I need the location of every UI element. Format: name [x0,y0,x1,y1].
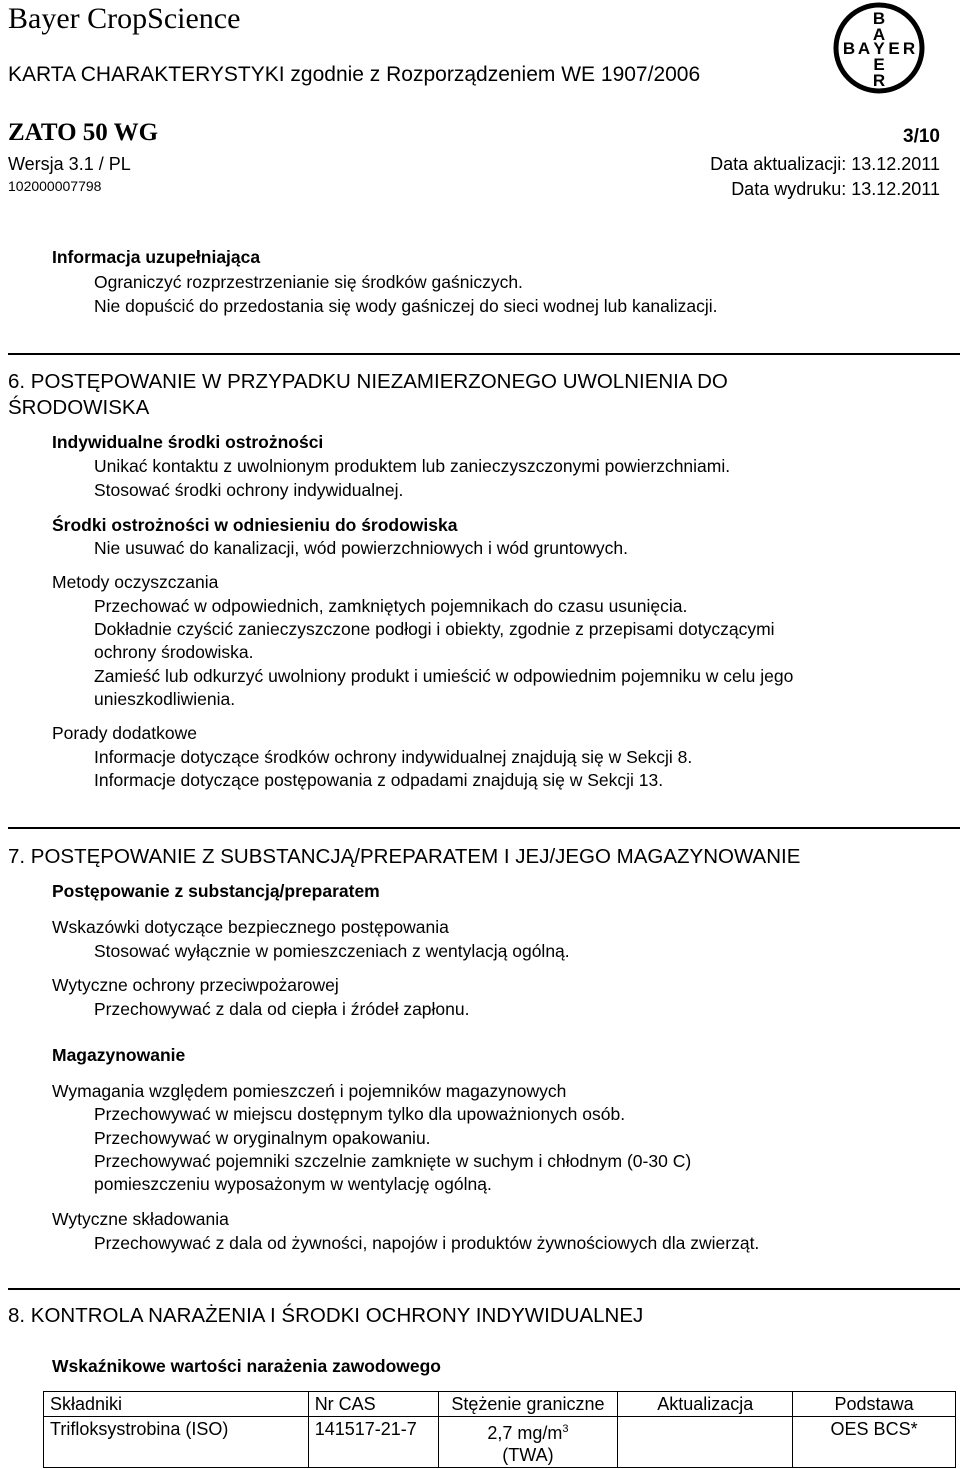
column-header: Składniki [44,1392,309,1417]
section-divider [8,1288,960,1290]
update-date: Data aktualizacji: 13.12.2011 [710,154,940,174]
update-cell [618,1417,793,1468]
storage-guidelines-subheading: Wytyczne składowania [52,1209,229,1229]
company-name: Bayer CropScience [8,2,241,35]
logo-row-letter-r: R [902,39,916,58]
cleanup-line: Przechować w odpowiednich, zamkniętych pojemnikach do czasu usunięcia. [94,596,688,616]
column-header: Nr CAS [308,1392,438,1417]
advice-heading: Porady dodatkowe [52,723,197,743]
limit-cell [438,1417,618,1468]
exposure-limits-heading: Wskaźnikowe wartości narażenia zawodowego [52,1356,441,1376]
environment-heading: Środki ostrożności w odniesieniu do środowiska [52,515,458,535]
logo-letter-e: E [873,55,885,74]
advice-line: Informacje dotyczące postępowania z odpadami znajdują się w Sekcji 13. [94,770,664,790]
storage-requirements-subheading: Wymagania względem pomieszczeń i pojemników magazynowych [52,1081,567,1101]
column-header: Podstawa [793,1392,956,1417]
precautions-line: Unikać kontaktu z uwolnionym produktem lub zanieczyszczonymi powierzchniami. [94,456,731,476]
column-header: Aktualizacja [618,1392,793,1417]
storage-guidelines-line: Przechowywać z dala od żywności, napojów i produktów żywnościowych dla zwierząt. [94,1233,760,1253]
version: Wersja 3.1 / PL [8,154,131,174]
storage-heading: Magazynowanie [52,1045,186,1065]
logo-letter-r: R [872,71,886,90]
fire-line: Przechowywać z dala od ciepła i źródeł zapłonu. [94,999,470,1019]
print-date: Data wydruku: 13.12.2011 [731,179,940,199]
fire-subheading: Wytyczne ochrony przeciwpożarowej [52,975,339,995]
limit-note: (TWA) [502,1445,554,1465]
cleanup-line: unieszkodliwienia. [94,689,236,709]
logo-letter-b: B [872,9,886,28]
component-cell: Trifloksystrobina (ISO) [44,1417,309,1468]
precautions-heading: Indywidualne środki ostrożności [52,432,324,452]
bayer-cross-logo [833,2,925,94]
handling-heading: Postępowanie z substancją/preparatem [52,881,380,901]
section-7-title: 7. POSTĘPOWANIE Z SUBSTANCJĄ/PREPARATEM I JEJ/JEGO MAGAZYNOWANIE [8,845,801,868]
document-number: 102000007798 [8,178,102,194]
environment-line: Nie usuwać do kanalizacji, wód powierzchniowych i wód gruntowych. [94,538,629,558]
exposure-limits-table [43,1391,956,1468]
storage-requirements-line: Przechowywać w oryginalnym opakowaniu. [94,1128,431,1148]
section-6-title-continued: ŚRODOWISKA [8,396,150,419]
storage-requirements-line: Przechowywać pojemniki szczelnie zamknięte w suchym i chłodnym (0-30 C) [94,1151,692,1171]
table-row [44,1417,956,1468]
cleanup-line: ochrony środowiska. [94,642,254,662]
section-divider [8,827,960,829]
logo-row-letter-e: E [888,39,900,58]
precautions-line: Stosować środki ochrony indywidualnej. [94,480,404,500]
cleanup-line: Zamieść lub odkurzyć uwolniony produkt i umieścić w odpowiednim pojemniku w celu jego [94,666,794,686]
supplementary-line: Nie dopuścić do przedostania się wody gaśniczej do sieci wodnej lub kanalizacji. [94,296,718,316]
limit-unit-superscript: 3 [562,1423,569,1435]
cas-cell: 141517-21-7 [308,1417,438,1468]
logo-letter-a: A [872,25,886,44]
sheet-title: KARTA CHARAKTERYSTYKI zgodnie z Rozporządzeniem WE 1907/2006 [8,63,701,86]
page-number: 3/10 [903,126,940,147]
section-8-title: 8. KONTROLA NARAŻENIA I ŚRODKI OCHRONY INDYWIDUALNEJ [8,1304,644,1327]
storage-requirements-line: pomieszczeniu wyposażonym w wentylację ogólną. [94,1174,492,1194]
logo-center-letter-y: Y [873,39,885,58]
cleanup-line: Dokładnie czyścić zanieczyszczone podłogi i obiekty, zgodnie z przepisami dotyczącymi [94,619,775,639]
supplementary-line: Ograniczyć rozprzestrzenianie się środków gaśniczych. [94,272,523,292]
storage-requirements-line: Przechowywać w miejscu dostępnym tylko dla upoważnionych osób. [94,1104,626,1124]
safe-handling-line: Stosować wyłącznie w pomieszczeniach z wentylacją ogólną. [94,941,570,961]
section-divider [8,353,960,355]
limit-value: 2,7 mg/m [487,1423,563,1443]
product-name: ZATO 50 WG [8,119,159,146]
section-6-title: 6. POSTĘPOWANIE W PRZYPADKU NIEZAMIERZONEGO UWOLNIENIA DO [8,370,728,393]
advice-line: Informacje dotyczące środków ochrony indywidualnej znajdują się w Sekcji 8. [94,747,693,767]
table-header-row [44,1392,956,1417]
logo-row-letter-b: B [842,39,856,58]
safe-handling-subheading: Wskazówki dotyczące bezpiecznego postępowania [52,917,449,937]
supplementary-heading: Informacja uzupełniająca [52,247,261,267]
basis-cell: OES BCS* [793,1417,956,1468]
logo-row-letter-a: A [857,39,871,58]
column-header: Stężenie graniczne [438,1392,618,1417]
cleanup-heading: Metody oczyszczania [52,572,219,592]
